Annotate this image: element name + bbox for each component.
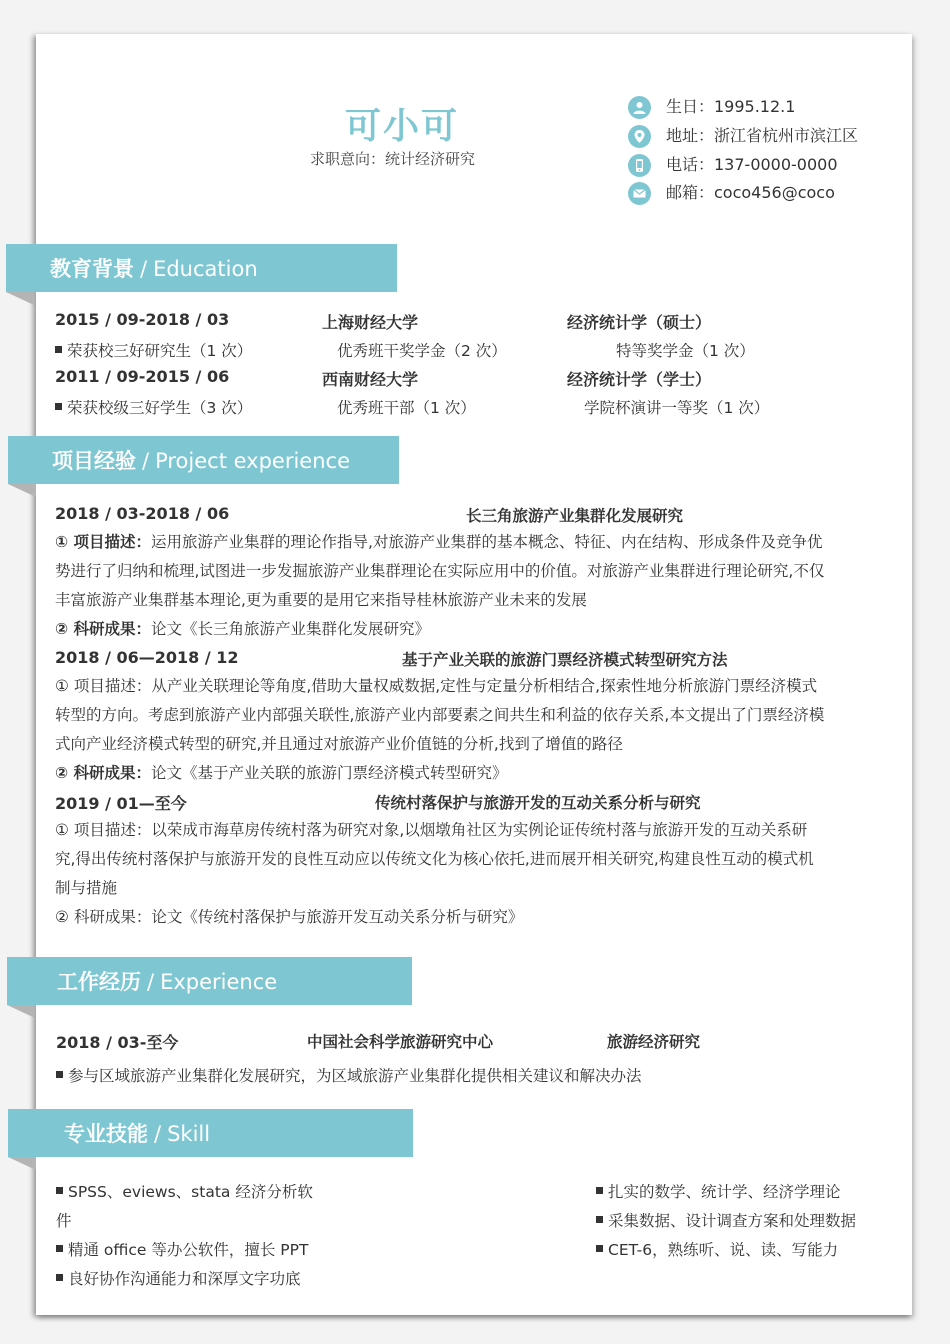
edu-award: 优秀班干奖学金（2 次） [337,342,507,360]
bullet-square [596,1187,603,1194]
project-description: ① 项目描述：运用旅游产业集群的理论作指导,对旅游产业集群的基本概念、特征、内在结构、形成条件及竞争优 势进行了归纳和梳理,试图进一步发掘旅游产业集群理论在实际应用中的价值。对旅游产业集群进行理论研究,不仅 丰富旅游产业集群基本理论,更为重要的是用它来指导桂林旅游产业未来的发展 ② 科研成果：论文《长三角旅游产业集群化发展研究》 [55,533,825,638]
bullet-square [55,346,62,353]
skill-item: 精通 office 等办公软件，擅长 PPT [56,1236,376,1265]
bullet-square [596,1216,603,1223]
bullet-square [56,1245,63,1252]
edu-award: 荣获校级三好学生（3 次） [55,396,252,418]
banner-fold [7,1005,35,1018]
project-period: 2019 / 01—至今 [55,794,187,813]
skill-item: 采集数据、设计调查方案和处理数据 [596,1207,896,1236]
edu-school: 上海财经大学 [322,313,419,332]
work-period: 2018 / 03-至今 [56,1033,179,1052]
edu-major: 经济统计学（学士） [567,370,712,389]
candidate-name: 可小可 [345,106,460,147]
project-description: ① 项目描述：以荣成市海草房传统村落为研究对象,以烟墩角社区为实例论证传统村落与旅游开发的互动关系研 究,得出传统村落保护与旅游开发的良性互动应以传统文化为核心依托,进而展开相关研究,构建良性互动的模式机 制与措施 ② 科研成果：论文《传统村落保护与旅游开发互动关系分析与研究》 [55,821,814,926]
work-description: 参与区域旅游产业集群化发展研究，为区域旅游产业集群化提供相关建议和解决办法 [56,1064,642,1086]
project-title: 长三角旅游产业集群化发展研究 [466,507,684,525]
bullet-square [56,1274,63,1281]
work-role: 旅游经济研究 [607,1033,701,1051]
skills-left [56,1178,376,1288]
edu-award: 荣获校三好研究生（1 次） [55,339,252,361]
skill-item: 扎实的数学、统计学、经济学理论 [596,1178,896,1207]
location-icon [628,125,651,148]
project-period: 2018 / 06—2018 / 12 [55,648,239,667]
edu-period: 2011 / 09-2015 / 06 [55,367,230,386]
skill-item: CET-6，熟练听、说、读、写能力 [596,1236,896,1265]
skill-item-cont: 件 [56,1212,72,1230]
project-title: 传统村落保护与旅游开发的互动关系分析与研究 [375,794,701,812]
section-title: 专业技能 / Skill [64,1122,211,1146]
skill-item: SPSS、eviews、stata 经济分析软 [56,1178,376,1207]
edu-school: 西南财经大学 [322,370,419,389]
edu-period: 2015 / 09-2018 / 03 [55,310,230,329]
person-icon [628,96,651,119]
edu-award: 特等奖学金（1 次） [616,342,755,360]
mail-icon [628,182,651,205]
banner-fold [8,1157,36,1170]
project-period: 2018 / 03-2018 / 06 [55,504,230,523]
section-banner-skills [8,1109,413,1157]
bullet-square [56,1187,63,1194]
edu-award: 优秀班干部（1 次） [337,399,476,417]
bullet-square [56,1071,63,1078]
bullet-square [55,403,62,410]
section-title: 教育背景 / Education [50,257,258,281]
job-intent: 求职意向：统计经济研究 [310,150,476,168]
skill-item: 良好协作沟通能力和深厚文字功底 [56,1265,376,1294]
section-title: 项目经验 / Project experience [52,449,350,473]
bullet-square [596,1245,603,1252]
section-title: 工作经历 / Experience [57,970,278,994]
work-organization: 中国社会科学旅游研究中心 [307,1033,494,1051]
project-title: 基于产业关联的旅游门票经济模式转型研究方法 [402,651,728,669]
edu-award: 学院杯演讲一等奖（1 次） [584,399,770,417]
edu-major: 经济统计学（硕士） [567,313,712,332]
banner-fold [8,484,36,497]
phone-icon [628,154,651,177]
skills-right [596,1178,896,1265]
project-description: ① 项目描述：从产业关联理论等角度,借助大量权威数据,定性与定量分析相结合,探索性地分析旅游门票经济模式 转型的方向。考虑到旅游产业内部强关联性,旅游产业内部要素之间共生和利益的依存关系,本文提出了门票经济模 式向产业经济模式转型的研究,并且通过对旅游产业价值链的分析,找到了增值的路径 ② 科研成果：论文《基于产业关联的旅游门票经济模式转型研究》 [55,677,825,782]
section-banner-work [7,957,412,1005]
section-banner-education [6,244,397,292]
section-banner-projects [8,436,399,484]
banner-fold [6,292,34,305]
